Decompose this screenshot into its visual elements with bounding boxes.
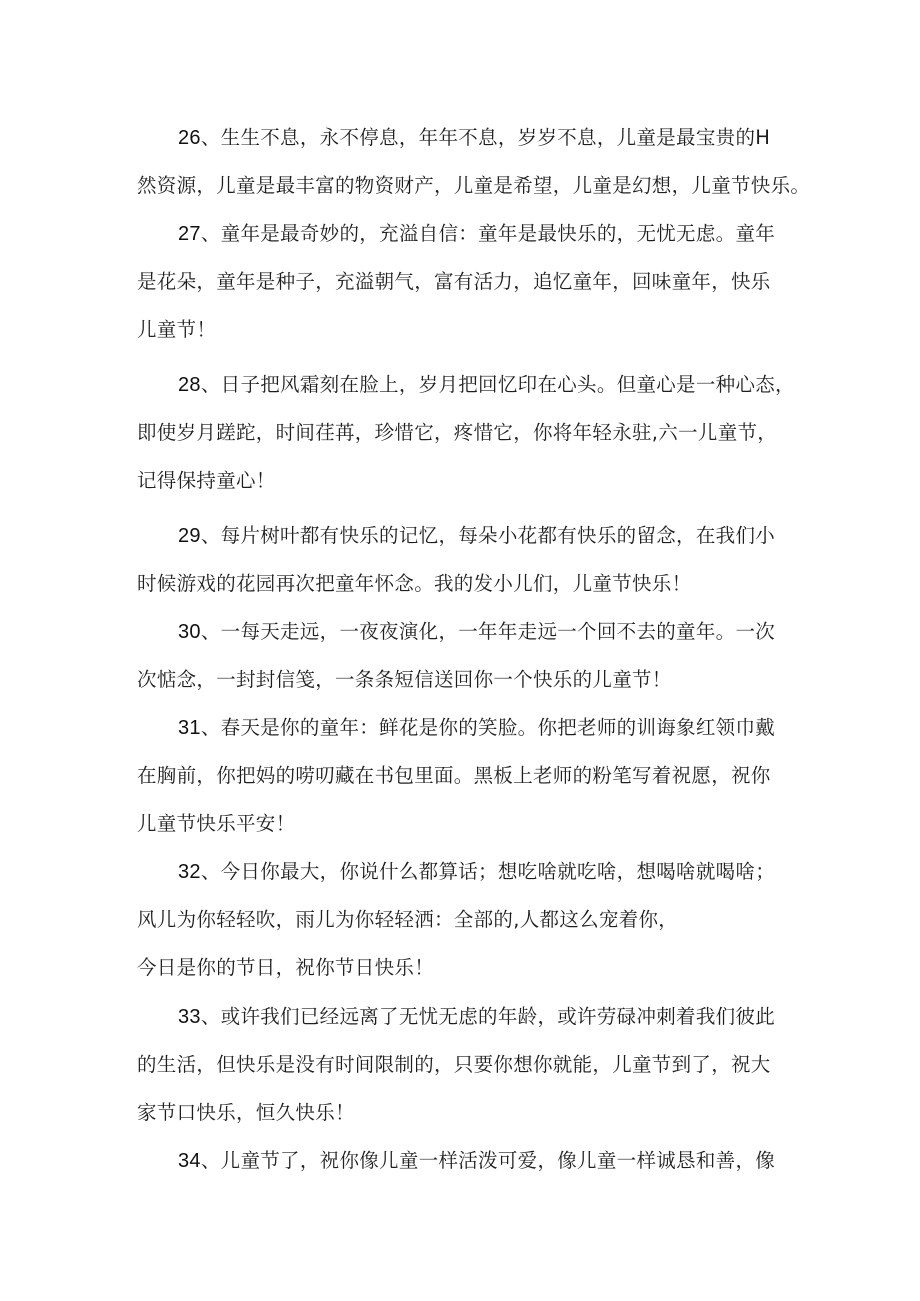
item-number: 26	[178, 127, 201, 149]
line-text: 是花朵，童年是种子，充溢朝气，富有活力，追忆童年，回味童年，快乐	[137, 270, 771, 293]
line-text: 家节口快乐，恒久快乐！	[137, 1101, 355, 1124]
paragraph-33-line-2	[137, 1050, 797, 1080]
line-text: 在胸前，你把妈的唠叨藏在书包里面。黑板上老师的粉笔写着祝愿，祝你	[137, 764, 771, 787]
item-number: 30	[178, 621, 201, 643]
item-number: 29	[178, 525, 201, 547]
paragraph-32-line-3	[137, 953, 797, 983]
item-number: 28	[178, 374, 201, 396]
paragraph-31-line-2	[137, 761, 797, 791]
paragraph-33-line-1	[178, 1002, 838, 1032]
line-text: 、一每天走远，一夜夜演化，一年年走远一个回不去的童年。一次	[200, 620, 776, 643]
line-text: 、童年是最奇妙的，充溢自信：童年是最快乐的，无忧无虑。童年	[200, 222, 776, 245]
item-number: 34	[178, 1150, 201, 1172]
line-text: 记得保持童心！	[137, 469, 276, 492]
paragraph-27-line-1	[178, 219, 838, 249]
line-text: 、生生不息，永不停息，年年不息，岁岁不息，儿童是最宝贵的H	[200, 126, 771, 149]
paragraph-26-line-1	[178, 123, 838, 153]
line-text: 即使岁月蹉跎，时间荏苒，珍惜它，疼惜它，你将年轻永驻,六一儿童节，	[137, 421, 778, 444]
paragraph-28-line-1	[178, 370, 838, 400]
paragraph-28-line-2	[137, 418, 797, 448]
paragraph-30-line-2	[137, 665, 797, 695]
line-text: 、每片树叶都有快乐的记忆，每朵小花都有快乐的留念，在我们小	[200, 524, 776, 547]
paragraph-30-line-1	[178, 617, 838, 647]
line-text: 今日是你的节日，祝你节日快乐！	[137, 956, 435, 979]
line-text: 、日子把风霜刻在脸上，岁月把回忆印在心头。但童心是一种心态，	[200, 373, 795, 396]
paragraph-31-line-1	[178, 713, 838, 743]
line-text: 、儿童节了，祝你像儿童一样活泼可爱，像儿童一样诚恳和善，像	[200, 1149, 776, 1172]
line-text: 风儿为你轻轻吹，雨儿为你轻轻洒：全部的,人都这么宠着你，	[137, 908, 679, 931]
paragraph-33-line-3	[137, 1098, 797, 1128]
paragraph-26-line-2	[137, 171, 811, 201]
paragraph-32-line-2	[137, 905, 797, 935]
paragraph-34-line-1	[178, 1146, 838, 1176]
item-number: 33	[178, 1006, 201, 1028]
paragraph-27-line-3	[137, 315, 797, 345]
paragraph-28-line-3	[137, 466, 797, 496]
item-number: 31	[178, 717, 201, 739]
line-text: 儿童节！	[137, 318, 217, 341]
paragraph-32-line-1	[178, 857, 838, 887]
line-text: 次惦念，一封封信笺，一条条短信送回你一个快乐的儿童节！	[137, 668, 672, 691]
paragraph-29-line-2	[137, 569, 797, 599]
line-text: 、春天是你的童年：鲜花是你的笑脸。你把老师的训诲象红领巾戴	[200, 716, 776, 739]
item-number: 32	[178, 861, 201, 883]
paragraph-31-line-3	[137, 809, 797, 839]
paragraph-27-line-2	[137, 267, 797, 297]
paragraph-29-line-1	[178, 521, 838, 551]
line-text: 的生活，但快乐是没有时间限制的，只要你想你就能，儿童节到了，祝大	[137, 1053, 771, 1076]
line-text: 然资源，儿童是最丰富的物资财产，儿童是希望，儿童是幻想，儿童节快乐。	[137, 174, 811, 197]
line-text: 、今日你最大，你说什么都算话；想吃啥就吃啥，想喝啥就喝啥；	[200, 860, 776, 883]
line-text: 儿童节快乐平安！	[137, 812, 296, 835]
line-text: 、或许我们已经远离了无忧无虑的年龄，或许劳碌冲刺着我们彼此	[200, 1005, 776, 1028]
item-number: 27	[178, 223, 201, 245]
line-text: 时候游戏的花园再次把童年怀念。我的发小儿们，儿童节快乐！	[137, 572, 692, 595]
